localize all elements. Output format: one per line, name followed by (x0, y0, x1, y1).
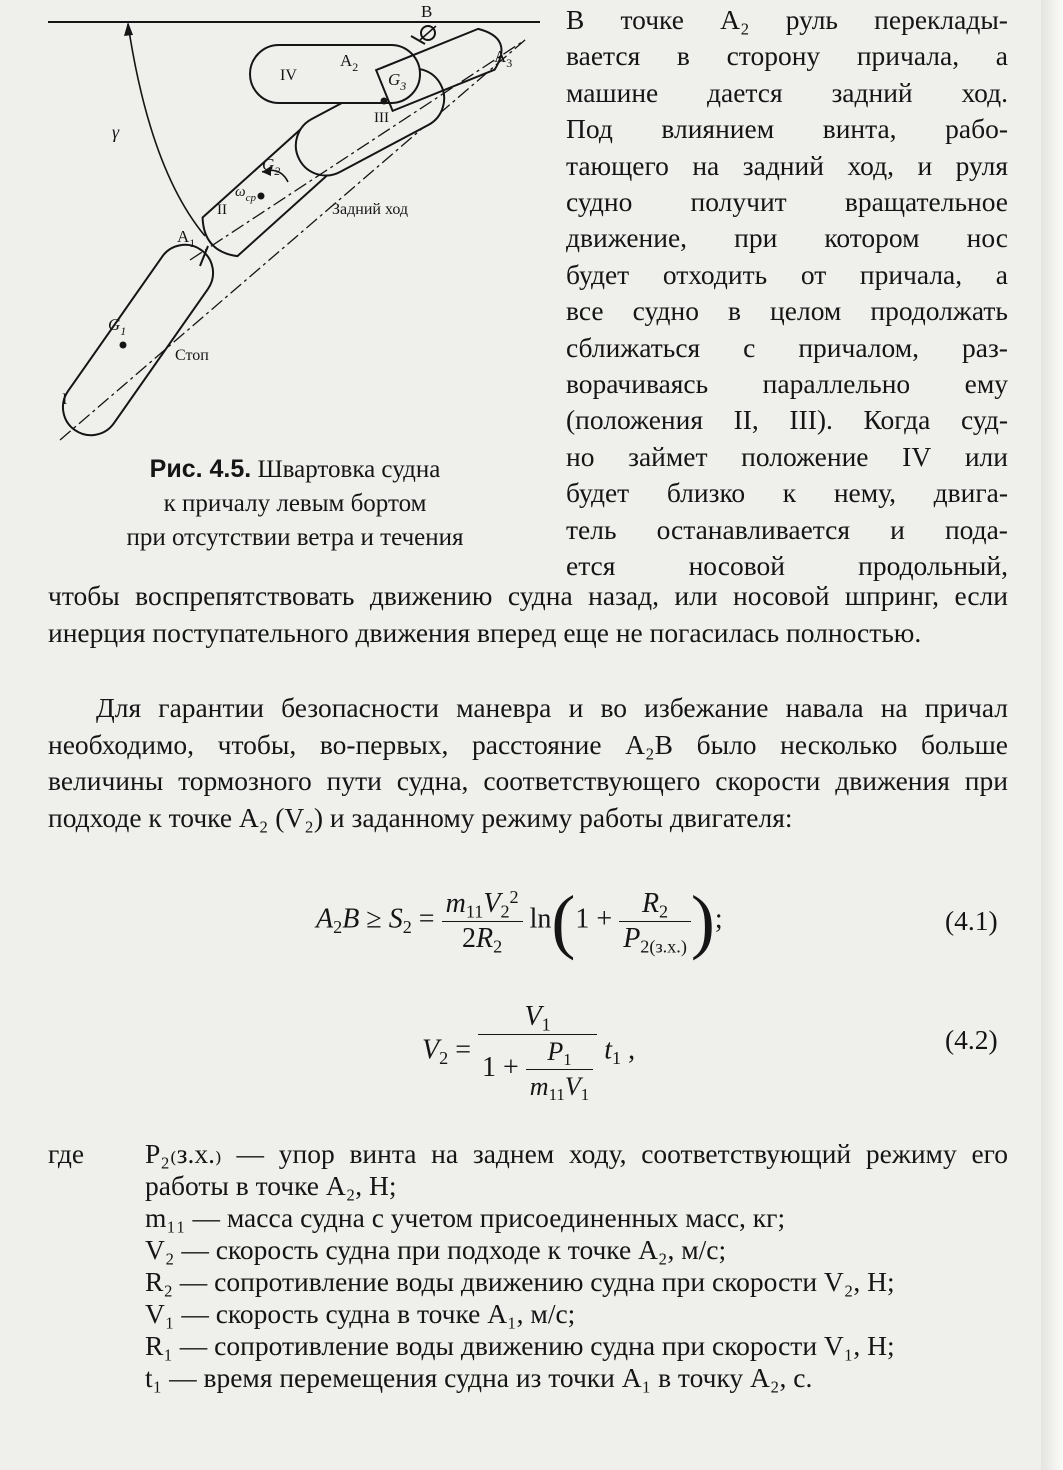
column-line: тель останавливается и пода- (566, 513, 1008, 545)
equation-4-1: $A_2B \ge S_2$ = $\frac{m_{11}V_2^2}{2R_2}$ ln(1 + $\frac{R_2}{P_{2(з.х.)}}$ ); (316, 881, 723, 961)
label-iii: III (374, 110, 389, 126)
column-line: все судно в целом продолжать (566, 295, 1008, 327)
equation-4-2: $V_2$ = $V_1$ 1 + $\frac{P_1}{m_{11}V_1}$ $t_1$ , (422, 1001, 636, 1105)
point-g1 (120, 342, 127, 349)
gamma-arc (128, 24, 205, 236)
definition-item: R₂ — сопротивление воды движению судна при скорости V₂, Н; (145, 1266, 895, 1297)
definition-item: m₁₁ — масса судна с учетом присоединенных масс, кг; (145, 1202, 786, 1233)
column-line: вается в сторону причала, а (566, 40, 1008, 72)
column-line: судно получит вращательное (566, 186, 1008, 218)
label-astern: Задний ход (332, 201, 409, 218)
label-omega: $\omega_{ср}$ (235, 184, 256, 204)
column-line: тающего на задний ход, и руля (566, 149, 1008, 181)
label-g3: $G_3$ (388, 70, 407, 93)
label-g2: $G_2$ (262, 155, 281, 178)
page-edge-shadow (1041, 0, 1063, 1470)
column-line: В точке A₂ руль переклады- (566, 4, 1008, 35)
point-g2 (258, 193, 265, 200)
column-line: (положения II, III). Когда суд- (566, 404, 1008, 436)
equation-4-2-number: (4.2) (945, 1024, 998, 1055)
caption-line3: при отсутствии ветра и течения (126, 524, 464, 551)
column-line: будет отходить от причала, а (566, 258, 1008, 290)
column-line: но займет положение IV или (566, 440, 1008, 472)
mooring-diagram-svg (40, 0, 560, 455)
definitions-list (48, 1138, 1008, 1394)
ship-position-i (52, 234, 224, 446)
where-label: где (48, 1138, 85, 1169)
figure-caption (60, 452, 530, 555)
label-gamma: γ (112, 122, 120, 142)
column-line: ется носовой продольный, (566, 550, 1008, 582)
label-a3: $A_3$ (494, 47, 513, 70)
label-a1: $A_1$ (177, 227, 196, 250)
label-g1: $G_1$ (108, 315, 127, 338)
column-line: сближаться с причалом, раз- (566, 331, 1008, 363)
definition-item: где P₂₍з.х.₎ — упор винта на заднем ходу, соответствующий режиму его работы в точке A₂, Н; (48, 1138, 1008, 1201)
caption-line1: Швартовка судна (257, 456, 441, 483)
equation-4-1-number: (4.1) (945, 905, 998, 936)
paragraph-2: Для гарантии безопасности маневра и во избежание навала на причал необходимо, чтобы, во-первых, расстояние A₂B было несколько больше величины тормозного пути судна, соответствующего скорости движения при подходе к точке A₂ (V₂) и заданному режиму работы двигателя: (48, 692, 1008, 833)
point-g3 (381, 98, 388, 105)
column-line: движение, при котором нос (566, 222, 1008, 254)
label-iv: IV (280, 67, 297, 84)
definition-item: t₁ — время перемещения судна из точки A₁ в точку A₂, с. (145, 1362, 813, 1393)
definition-item: V₂ — скорость судна при подходе к точке A₂, м/с; (145, 1234, 727, 1265)
column-line: машине дается задний ход. (566, 76, 1008, 108)
label-stop: Стоп (175, 347, 209, 364)
label-a2: $A_2$ (340, 51, 359, 74)
column-line: ворачиваясь параллельно ему (566, 368, 1008, 400)
label-ii: II (217, 202, 227, 218)
column-line: будет близко к нему, двига- (566, 477, 1008, 509)
label-i: I (62, 391, 68, 408)
right-column-text (566, 2, 1008, 585)
caption-line2: к причалу левым бортом (163, 490, 427, 517)
figure-mooring-diagram (40, 0, 560, 455)
paragraph-1-tail: чтобы воспрепятствовать движению судна назад, или носовой шпринг, если инерция поступательного движения вперед еще не погасилась полностью. (48, 580, 1008, 648)
label-b: B (421, 2, 433, 21)
caption-number: Рис. 4.5. (149, 455, 252, 483)
column-line: Под влиянием винта, рабо- (566, 113, 1008, 145)
definition-item: V₁ — скорость судна в точке A₁, м/с; (145, 1298, 576, 1329)
definition-item: R₁ — сопротивление воды движению судна при скорости V₁, Н; (145, 1330, 895, 1361)
